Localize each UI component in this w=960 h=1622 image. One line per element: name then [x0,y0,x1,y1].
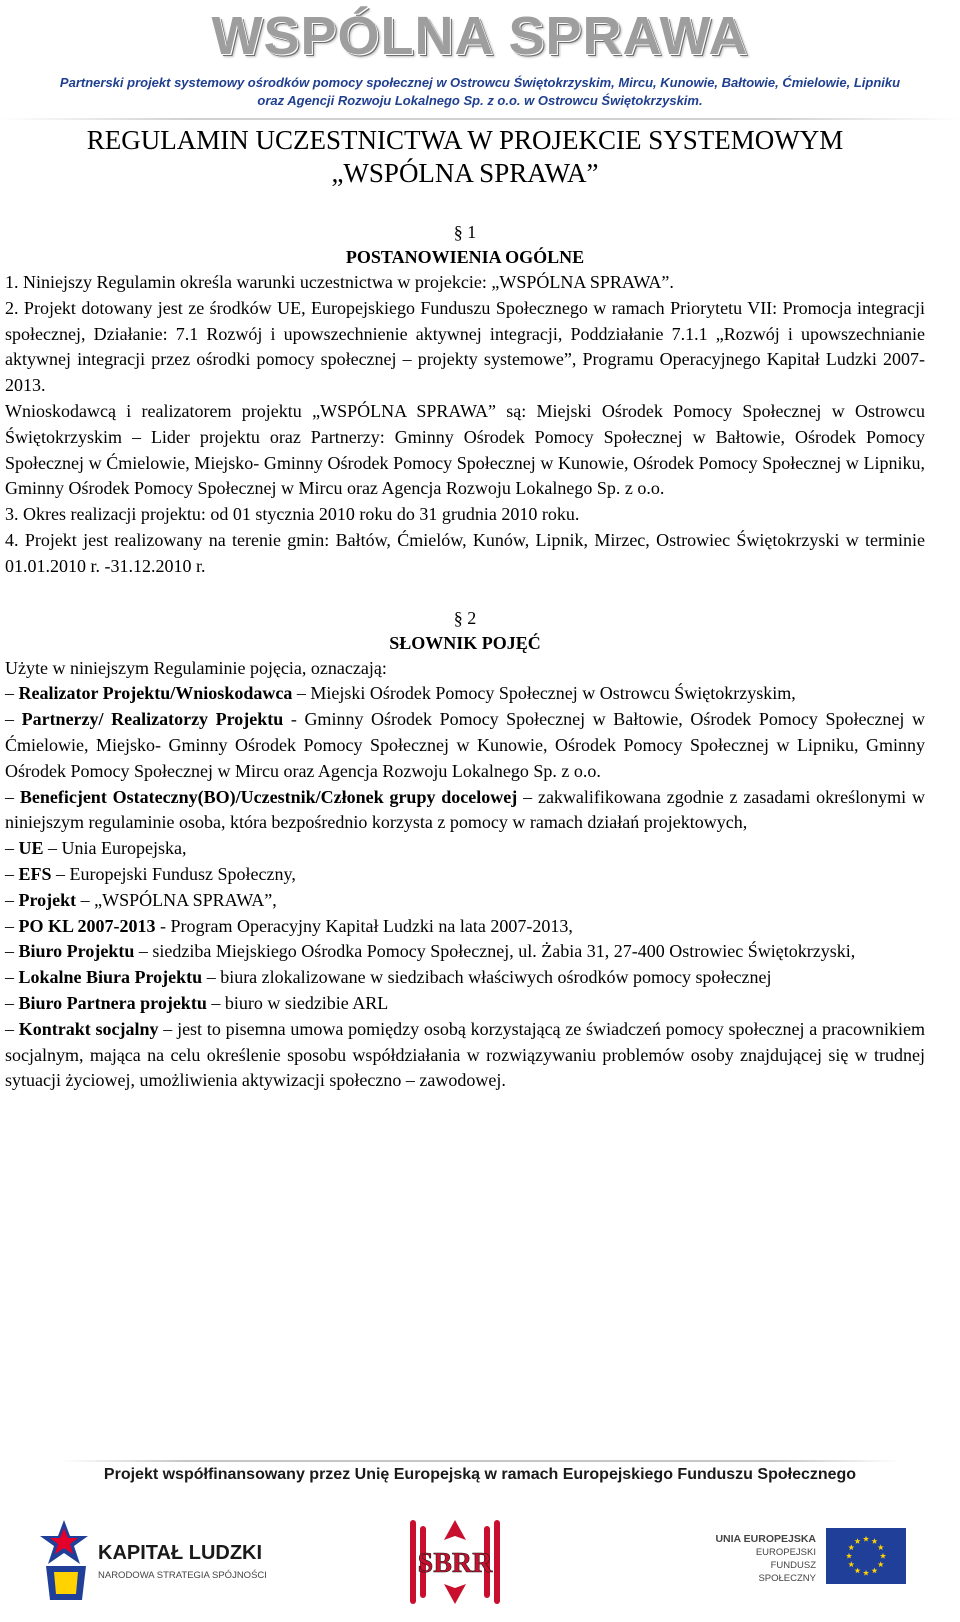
title-line-1: REGULAMIN UCZESTNICTWA W PROJEKCIE SYSTEMOWYM [86,125,844,155]
glossary-definition: siedziba Miejskiego Ośrodka Pomocy Społecznej, ul. Żabia 31, 27-400 Ostrowiec Świętokrzyski, [152,941,856,962]
eu-logo-text [712,1532,816,1585]
glossary-dash: – [5,915,19,936]
glossary-definition: Gminny Ośrodek Pomocy Społecznej w Bałtowie, Ośrodek Pomocy Społecznej w Ćmielowie, Miejsko- Gminny Ośrodek Pomocy Społecznej w Kunowie, Ośrodek Pomocy Społecznej w Lipniku, Gminny Ośrodek Pomocy Społecznej w Mircu oraz Agencja Rozwoju Lokalnego Sp. z o.o. [5,709,925,781]
glossary-item [5,707,925,784]
paragraph-applicant: Wnioskodawcą i realizatorem projektu „WSPÓLNA SPRAWA” są: Miejski Ośrodek Pomocy Społecznej w Ostrowcu Świętokrzyskim – Lider projektu oraz Partnerzy: Gminny Ośrodek Pomocy Społecznej w Bałtowie, Ośrodek Pomocy Społecznej w Ćmielowie, Miejsko- Gminny Ośrodek Pomocy Społecznej w Kunowie, Ośrodek Pomocy Społecznej w Lipniku, Gminny Ośrodek Pomocy Społecznej w Mircu oraz Agencja Rozwoju Lokalnego Sp. z o.o. [5,400,925,499]
section-gap [5,580,925,606]
glossary-item [5,681,925,707]
glossary-dash: – [5,992,19,1013]
glossary-term: Biuro Projektu [18,941,135,962]
kapital-ludzki-name: KAPITAŁ LUDZKI [98,1542,263,1564]
partner-description [0,74,960,110]
eu-name: UNIA EUROPEJSKA [715,1533,816,1545]
glossary-separator: – [206,992,225,1013]
glossary-dash: – [5,889,19,910]
footer-divider [60,1460,900,1462]
glossary-definition: Europejski Fundusz Społeczny, [69,863,296,884]
glossary-item [5,785,925,837]
glossary-item [5,914,925,940]
glossary-definition: biura zlokalizowane w siedzibach właściwych ośrodków pomocy społecznej [220,967,772,988]
page-header [0,0,960,122]
title-line-2: „WSPÓLNA SPRAWA” [331,158,599,188]
eu-fund-line-1: EUROPEJSKI [755,1547,816,1558]
glossary-term: PO KL 2007-2013 [18,915,156,936]
glossary-definition: Unia Europejska, [61,838,187,859]
section-1 [5,220,925,580]
glossary-definition: Miejski Ośrodek Pomocy Społecznej w Ostrowcu Świętokrzyskim, [310,683,796,704]
glossary-separator: – [134,941,153,962]
glossary-separator: – [158,1018,178,1039]
glossary-separator: – [517,786,538,807]
glossary-term: Kontrakt socjalny [18,1018,159,1039]
section-1-number: § 1 [453,222,477,242]
glossary-term: Lokalne Biura Projektu [18,967,203,988]
glossary-item [5,836,925,862]
eu-logo [712,1522,908,1602]
section-2-number: § 2 [453,607,477,628]
glossary-definition: Program Operacyjny Kapitał Ludzki na lata 2007-2013, [170,915,573,936]
partner-line-2: oraz Agencji Rozwoju Lokalnego Sp. z o.o. w Ostrowcu Świętokrzyskim. [257,93,703,108]
glossary-item [5,888,925,914]
glossary-dash: – [5,838,19,859]
glossary-dash: – [5,683,19,704]
glossary-item [5,965,925,991]
glossary-definition: „WSPÓLNA SPRAWA”, [94,889,277,910]
glossary-list [5,681,925,1094]
glossary-separator: - [155,915,171,936]
glossary-dash: – [5,967,19,988]
eu-fund-line-2: FUNDUSZ SPOŁECZNY [758,1560,816,1584]
glossary-separator: – [76,889,95,910]
glossary-term: Biuro Partnera projektu [18,992,207,1013]
glossary-dash: – [5,1018,19,1039]
header-divider [0,118,960,120]
glossary-term: UE [18,838,44,859]
sbrr-text: SBRR [417,1548,493,1579]
cofinance-statement: Projekt współfinansowany przez Unię Europejską w ramach Europejskiego Funduszu Społecznego [103,1466,857,1483]
section-1-heading: POSTANOWIENIA OGÓLNE [345,247,585,267]
eu-flag-icon [826,1528,906,1584]
paragraph-1: 1. Niniejszy Regulamin określa warunki uczestnictwa w projekcie: „WSPÓLNA SPRAWA”. [5,272,674,292]
kapital-ludzki-emblem-icon [36,1514,92,1606]
glossary-definition: zakwalifikowana zgodnie z zasadami określonymi w niniejszym regulaminie osoba, która bezpośrednio korzysta z pomocy w ramach działań projektowych, [5,786,926,833]
glossary-term: Projekt [18,889,77,910]
glossary-separator: – [43,838,62,859]
brand-logo-text: WSPÓLNA SPRAWA [211,6,749,66]
glossary-dash: – [5,863,19,884]
glossary-term: Partnerzy/ Realizatorzy Projektu [21,709,284,730]
glossary-term: EFS [18,863,52,884]
kapital-ludzki-subtitle: NARODOWA STRATEGIA SPÓJNOŚCI [98,1570,267,1581]
paragraph-4: 4. Projekt jest realizowany na terenie gmin: Bałtów, Ćmielów, Kunów, Lipnik, Mirzec, Ostrowiec Świętokrzyski w terminie 01.01.2010 r. -31.12.2010 r. [5,529,925,576]
glossary-term: Realizator Projektu/Wnioskodawca [18,683,293,704]
sbrr-logo [400,1512,510,1612]
glossary-dash: – [5,709,22,730]
glossary-separator: - [283,709,305,730]
section-2-heading: SŁOWNIK POJĘĆ [389,632,541,653]
page-footer [0,1450,960,1622]
partner-line-1: Partnerski projekt systemowy ośrodków pomocy społecznej w Ostrowcu Świętokrzyskim, Mircu, Kunowie, Bałtowie, Ćmielowie, Lipniku [59,75,901,90]
glossary-separator: – [292,683,311,704]
glossary-separator: – [202,967,221,988]
kapital-ludzki-logo [36,1514,296,1610]
glossary-separator: – [51,863,70,884]
paragraph-2: 2. Projekt dotowany jest ze środków UE, Europejskiego Funduszu Społecznego w ramach Priorytetu VII: Promocja integracji społecznej, Działanie: 7.1 Rozwój i upowszechnienie aktywnej integracji, Poddziałanie 7.1.1 „Rozwój i upowszechnianie aktywnej integracji przez ośrodki pomocy społecznej – projekty systemowe”, Programu Operacyjnego Kapitał Ludzki 2007-2013. [5,297,925,396]
glossary-definition: jest to pisemna umowa pomiędzy osobą korzystającą ze świadczeń pomocy społecznej a pracownikiem socjalnym, mająca na celu określenie sposobu współdziałania w rozwiązywaniu problemów osoby znajdującej się w trudnej sytuacji życiowej, umożliwienia aktywizacji społeczno – zawodowej. [5,1018,925,1091]
section-2 [5,606,925,1095]
glossary-item [5,1017,925,1094]
glossary-term: Beneficjent Ostateczny(BO)/Uczestnik/Członek grupy docelowej [19,786,518,807]
document-title [5,124,925,190]
glossary-definition: biuro w siedzibie ARL [224,992,389,1013]
glossary-item [5,862,925,888]
glossary-item [5,991,925,1017]
glossary-dash: – [5,941,19,962]
glossary-intro: Użyte w niniejszym Regulaminie pojęcia, oznaczają: [5,657,387,678]
document-body [5,124,925,1094]
paragraph-3: 3. Okres realizacji projektu: od 01 stycznia 2010 roku do 31 grudnia 2010 roku. [5,504,580,525]
glossary-dash: – [5,786,20,807]
glossary-item [5,939,925,965]
